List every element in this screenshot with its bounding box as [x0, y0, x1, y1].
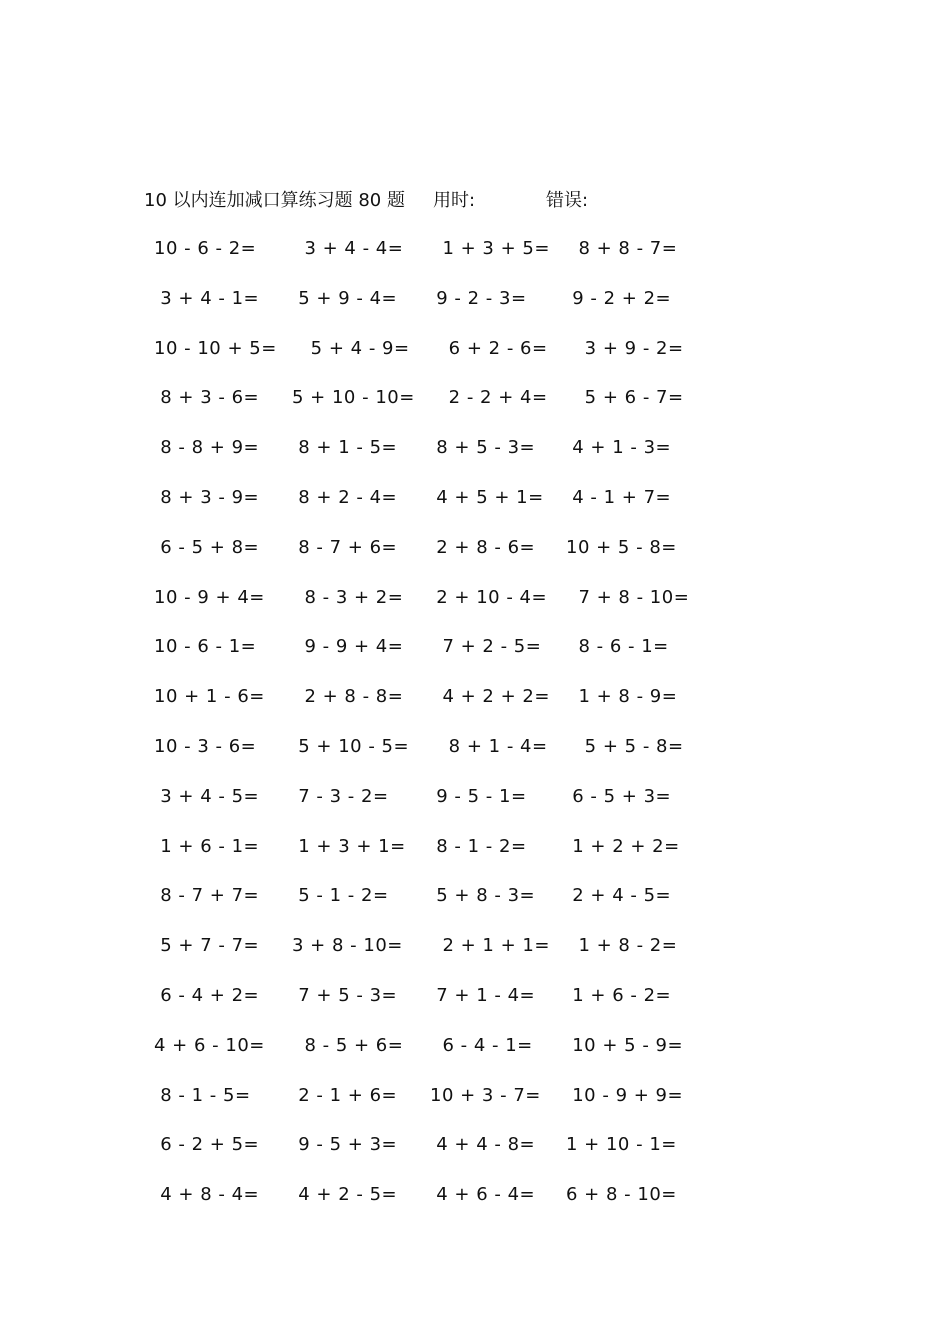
problem-item: 4 + 2 - 5=	[292, 1184, 398, 1206]
problem-item: 5 + 9 - 4=	[292, 287, 398, 309]
problem-item: 10 - 6 - 1=	[154, 636, 257, 658]
problem-item: 3 + 9 - 2=	[566, 337, 684, 359]
problem-row	[0, 778, 950, 828]
problem-item: 5 - 1 - 2=	[292, 885, 389, 907]
problem-item: 8 - 1 - 2=	[430, 835, 527, 857]
problem-item: 8 - 6 - 1=	[566, 636, 669, 658]
problem-item: 1 + 3 + 1=	[292, 835, 406, 857]
problem-item: 1 + 8 - 9=	[566, 686, 678, 708]
problem-item: 8 + 1 - 5=	[292, 437, 398, 459]
time-label: 用时:	[433, 190, 476, 211]
problem-item: 8 - 1 - 5=	[154, 1084, 251, 1106]
problem-item: 1 + 6 - 1=	[154, 835, 260, 857]
problem-item: 8 + 1 - 4=	[430, 735, 548, 757]
problem-item: 1 + 3 + 5=	[430, 238, 550, 259]
problem-item: 3 + 4 - 5=	[154, 785, 260, 807]
problem-item: 7 - 3 - 2=	[292, 785, 389, 807]
problem-item: 7 + 1 - 4=	[430, 984, 536, 1006]
problem-item: 6 + 8 - 10=	[566, 1184, 677, 1206]
problem-row	[0, 977, 950, 1027]
problem-item: 9 - 5 - 1=	[430, 785, 527, 807]
problem-row	[0, 230, 950, 280]
problem-item: 3 + 8 - 10=	[292, 935, 403, 957]
problem-row	[0, 429, 950, 479]
worksheet-title: 10 以内连加减口算练习题 80 题	[144, 190, 405, 211]
problem-item: 10 - 6 - 2=	[154, 238, 257, 259]
problem-item: 8 + 3 - 6=	[154, 387, 260, 409]
problem-item: 2 + 1 + 1=	[430, 935, 550, 957]
problem-item: 4 + 8 - 4=	[154, 1184, 260, 1206]
problem-item: 2 + 10 - 4=	[430, 586, 548, 608]
problem-item: 6 - 5 + 8=	[154, 536, 260, 558]
problem-item: 10 + 5 - 9=	[566, 1034, 684, 1056]
problem-item: 4 + 5 + 1=	[430, 486, 544, 508]
problem-item: 1 + 6 - 2=	[566, 984, 672, 1006]
problem-item: 6 - 5 + 3=	[566, 785, 672, 807]
problem-row	[0, 1077, 950, 1127]
problem-item: 4 + 2 + 2=	[430, 686, 550, 708]
problem-item: 8 + 8 - 7=	[566, 238, 678, 259]
problem-item: 2 - 1 + 6=	[292, 1084, 398, 1106]
problem-item: 8 - 3 + 2=	[292, 586, 404, 608]
problem-row	[0, 628, 950, 678]
problem-item: 5 + 4 - 9=	[292, 337, 410, 359]
problem-row	[0, 379, 950, 429]
problem-item: 8 - 7 + 6=	[292, 536, 398, 558]
problem-item: 5 + 5 - 8=	[566, 735, 684, 757]
problem-row	[0, 728, 950, 778]
problem-row	[0, 280, 950, 330]
problem-item: 2 + 8 - 8=	[292, 686, 404, 708]
problem-item: 4 + 6 - 4=	[430, 1184, 536, 1206]
problem-item: 8 - 5 + 6=	[292, 1034, 404, 1056]
problem-row	[0, 1126, 950, 1176]
problem-item: 8 - 8 + 9=	[154, 437, 260, 459]
problem-row	[0, 579, 950, 629]
problem-row	[0, 529, 950, 579]
problem-item: 5 + 7 - 7=	[154, 935, 260, 957]
problem-item: 5 + 10 - 5=	[292, 735, 410, 757]
problem-item: 7 + 2 - 5=	[430, 636, 542, 658]
problem-item: 1 + 2 + 2=	[566, 835, 680, 857]
problem-grid	[0, 230, 950, 1226]
problem-item: 10 - 3 - 6=	[154, 735, 257, 757]
problem-row	[0, 678, 950, 728]
problem-row	[0, 877, 950, 927]
problem-item: 10 + 3 - 7=	[430, 1084, 541, 1106]
problem-item: 10 - 9 + 9=	[566, 1084, 684, 1106]
problem-item: 9 - 2 - 3=	[430, 287, 527, 309]
problem-item: 9 - 2 + 2=	[566, 287, 672, 309]
problem-item: 10 - 9 + 4=	[154, 586, 265, 608]
problem-row	[0, 828, 950, 878]
problem-item: 6 - 4 + 2=	[154, 984, 260, 1006]
problem-item: 5 + 8 - 3=	[430, 885, 536, 907]
problem-item: 10 + 1 - 6=	[154, 686, 265, 708]
problem-item: 3 + 4 - 1=	[154, 287, 260, 309]
problem-item: 8 + 5 - 3=	[430, 437, 536, 459]
problem-item: 8 + 3 - 9=	[154, 486, 260, 508]
problem-row	[0, 1027, 950, 1077]
problem-row	[0, 330, 950, 380]
problem-item: 1 + 8 - 2=	[566, 935, 678, 957]
problem-item: 2 - 2 + 4=	[430, 387, 548, 409]
problem-item: 6 - 4 - 1=	[430, 1034, 533, 1056]
problem-item: 9 - 9 + 4=	[292, 636, 404, 658]
problem-item: 10 - 10 + 5=	[154, 337, 277, 359]
problem-item: 8 + 2 - 4=	[292, 486, 398, 508]
problem-item: 5 + 10 - 10=	[292, 387, 415, 409]
problem-item: 4 - 1 + 7=	[566, 486, 672, 508]
problem-item: 4 + 4 - 8=	[430, 1134, 536, 1156]
problem-item: 8 - 7 + 7=	[154, 885, 260, 907]
problem-row	[0, 927, 950, 977]
problem-item: 4 + 6 - 10=	[154, 1034, 265, 1056]
problem-item: 9 - 5 + 3=	[292, 1134, 398, 1156]
problem-item: 6 + 2 - 6=	[430, 337, 548, 359]
problem-item: 2 + 8 - 6=	[430, 536, 536, 558]
problem-row	[0, 479, 950, 529]
problem-item: 1 + 10 - 1=	[566, 1134, 677, 1156]
problem-item: 3 + 4 - 4=	[292, 238, 404, 259]
problem-item: 2 + 4 - 5=	[566, 885, 672, 907]
problem-item: 7 + 8 - 10=	[566, 586, 690, 608]
problem-item: 6 - 2 + 5=	[154, 1134, 260, 1156]
error-label: 错误:	[546, 190, 589, 211]
problem-item: 7 + 5 - 3=	[292, 984, 398, 1006]
problem-row	[0, 1176, 950, 1226]
problem-item: 5 + 6 - 7=	[566, 387, 684, 409]
problem-item: 4 + 1 - 3=	[566, 437, 672, 459]
problem-item: 10 + 5 - 8=	[566, 536, 677, 558]
